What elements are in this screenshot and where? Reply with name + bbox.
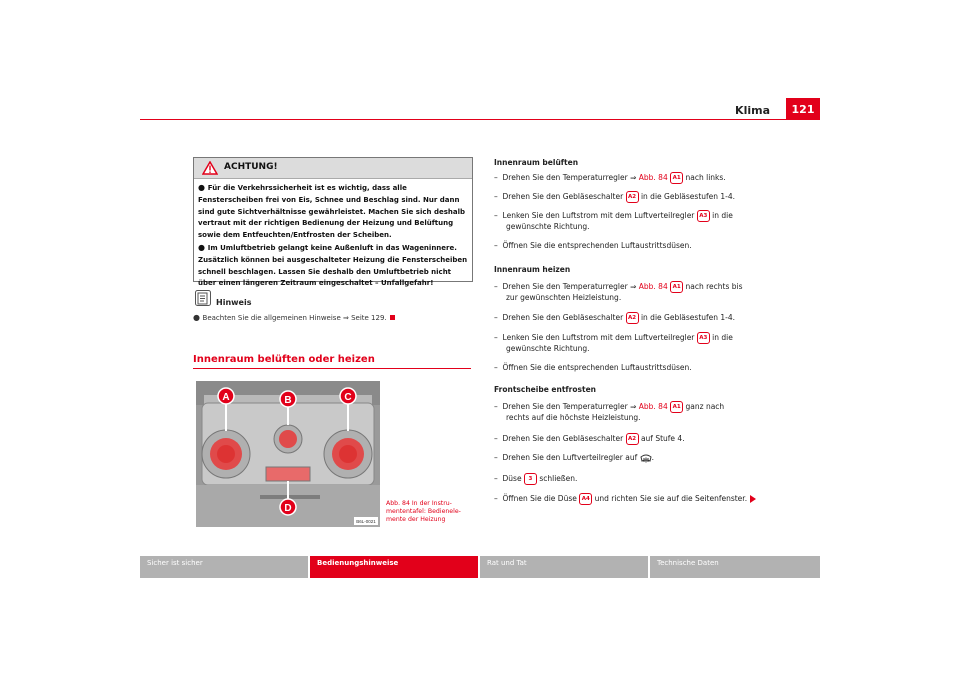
- list-item: – Öffnen Sie die entsprechenden Luftaustrittsdüsen.: [494, 241, 692, 250]
- heading-innenraum-belueften: Innenraum belüften: [494, 158, 579, 167]
- warning-header: [194, 158, 472, 179]
- figure-label-d: D: [284, 503, 292, 514]
- warning-item: ● Im Umluftbetrieb gelangt keine Außenluft in das Wageninnere. Zusätzlich können bei ausgeschalteter Heizung die Fensterscheiben schnell beschlagen. Lassen Sie deshalb den Umluftbetrieb nicht über einen längeren Zeitraum eingeschaltet – Unfallgefahr!: [198, 242, 468, 288]
- list-item-cont: zur gewünschten Heizleistung.: [506, 293, 622, 302]
- warning-title: ACHTUNG!: [224, 162, 278, 172]
- list-item: – Düse 3 schließen.: [494, 474, 578, 483]
- warning-item: ● Für die Verkehrssicherheit ist es wichtig, dass alle Fensterscheiben frei von Eis, Schnee und Beschlag sind. Nur dann sind gute Sichtverhältnisse gewährleistet. Machen Sie sich deshalb vertraut mit der richtigen Bedienung der Heizung und Belüftung sowie dem Entfeuchten/Entfrosten der Scheiben.: [198, 183, 465, 240]
- list-item: – Drehen Sie den Temperaturregler ⇒ Abb. 84 A1 nach links.: [494, 173, 726, 182]
- list-item: – Drehen Sie den Temperaturregler ⇒ Abb. 84 A1 nach rechts bis: [494, 282, 743, 291]
- heading-innenraum-heizen: Innenraum heizen: [494, 265, 571, 274]
- warning-box: [193, 157, 473, 288]
- list-item: – Öffnen Sie die entsprechenden Luftaustrittsdüsen.: [494, 363, 692, 372]
- list-item: – Drehen Sie den Gebläseschalter A2 in die Gebläsestufen 1-4.: [494, 192, 736, 201]
- note-icon: [195, 290, 211, 306]
- note-text: ● Beachten Sie die allgemeinen Hinweise ⇒ Seite 129.: [193, 313, 395, 322]
- footer-tab-sicher[interactable]: Sicher ist sicher: [140, 556, 308, 578]
- page-number: 121: [786, 98, 820, 120]
- list-item: – Lenken Sie den Luftstrom mit dem Luftverteilregler A3 in die: [494, 333, 733, 342]
- figure-label-c: C: [344, 392, 352, 403]
- section-rule: [193, 368, 471, 369]
- list-item-cont: gewünschte Richtung.: [506, 222, 590, 231]
- section-title: Innenraum belüften oder heizen: [193, 354, 375, 365]
- figure-label-a: A: [222, 392, 230, 403]
- footer-tab-bedienung[interactable]: Bedienungshinweise: [310, 556, 478, 578]
- list-item: – Drehen Sie den Temperaturregler ⇒ Abb. 84 A1 ganz nach: [494, 402, 725, 411]
- footer-tab-technik[interactable]: Technische Daten: [650, 556, 820, 578]
- heater-controls-figure: [196, 381, 380, 527]
- end-mark-icon: [390, 315, 395, 320]
- chapter-title: Klima: [735, 104, 770, 117]
- warning-body: [198, 182, 468, 290]
- windshield-defrost-icon: [640, 454, 652, 463]
- footer-tab-rat[interactable]: Rat und Tat: [480, 556, 648, 578]
- warning-triangle-icon: [202, 161, 218, 175]
- note-title: Hinweis: [216, 298, 252, 307]
- figure-caption: Abb. 84 In der Instru- mententafel: Bedienele- mente der Heizung: [386, 500, 461, 523]
- list-item: – Drehen Sie den Gebläseschalter A2 in die Gebläsestufen 1-4.: [494, 313, 736, 322]
- figure-label-b: B: [284, 395, 292, 406]
- header-rule: [140, 119, 820, 120]
- continue-arrow-icon: [750, 495, 756, 503]
- list-item: – Drehen Sie den Gebläseschalter A2 auf Stufe 4.: [494, 434, 685, 443]
- list-item: – Lenken Sie den Luftstrom mit dem Luftverteilregler A3 in die: [494, 211, 733, 220]
- list-item-cont: rechts auf die höchste Heizleistung.: [506, 413, 641, 422]
- figure-code: B6L-0021: [356, 519, 376, 524]
- list-item-cont: gewünschte Richtung.: [506, 344, 590, 353]
- heading-frontscheibe: Frontscheibe entfrosten: [494, 385, 596, 394]
- list-item: – Drehen Sie den Luftverteilregler auf .: [494, 453, 655, 462]
- list-item: – Öffnen Sie die Düse A4 und richten Sie sie auf die Seitenfenster.: [494, 493, 794, 505]
